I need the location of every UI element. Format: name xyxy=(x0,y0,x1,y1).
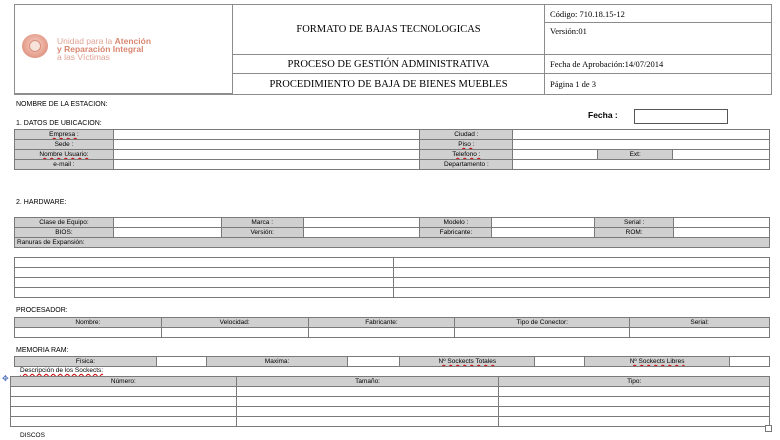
date-label: Fecha : xyxy=(588,110,618,120)
table-row xyxy=(11,397,770,407)
serial-field[interactable] xyxy=(674,218,770,228)
slot-field[interactable] xyxy=(15,268,394,278)
free-sockets-field[interactable] xyxy=(730,357,770,367)
slot-field[interactable] xyxy=(394,288,770,298)
table-row xyxy=(15,278,770,288)
location-table xyxy=(14,129,770,170)
phone-label: Telefono : xyxy=(420,150,513,160)
table-row xyxy=(15,258,770,268)
processor-manufacturer-field[interactable] xyxy=(308,328,455,338)
socket-cell[interactable] xyxy=(11,397,237,407)
free-sockets-label: Nº Sockects Libres xyxy=(585,357,730,367)
table-row xyxy=(15,268,770,278)
connector-type-header: Tipo de Conector: xyxy=(455,318,630,328)
table-row xyxy=(15,318,770,328)
brand-label: Marca : xyxy=(221,218,303,228)
processor-name-header: Nombre: xyxy=(15,318,162,328)
version-label: Versión: xyxy=(221,228,303,238)
form-title: FORMATO DE BAJAS TECNOLOGICAS xyxy=(233,5,545,55)
table-row xyxy=(15,357,770,367)
coat-of-arms-center xyxy=(29,40,41,52)
manufacturer-label: Fabricante: xyxy=(420,228,492,238)
model-field[interactable] xyxy=(492,218,595,228)
processor-name-field[interactable] xyxy=(15,328,162,338)
site-field[interactable] xyxy=(113,140,420,150)
total-sockets-label: Nº Sockects Totales xyxy=(400,357,535,367)
document-version: Versión:01 xyxy=(545,23,771,55)
table-row xyxy=(15,228,770,238)
approval-date: Fecha de Aprobación:14/07/2014 xyxy=(545,55,771,74)
rom-label: ROM: xyxy=(595,228,674,238)
document-code: Código: 710.18.15-12 xyxy=(545,5,771,23)
socket-cell[interactable] xyxy=(11,387,237,397)
date-field[interactable] xyxy=(634,109,728,124)
model-label: Modelo : xyxy=(420,218,492,228)
slot-field[interactable] xyxy=(15,288,394,298)
table-row xyxy=(15,288,770,298)
phone-field[interactable] xyxy=(513,150,598,160)
total-sockets-field[interactable] xyxy=(535,357,585,367)
hardware-section-heading: 2. HARDWARE: xyxy=(16,199,67,206)
socket-cell[interactable] xyxy=(11,417,237,427)
user-name-label: Nombre Usuario: xyxy=(15,150,114,160)
floor-label: Piso : xyxy=(420,140,513,150)
socket-cell[interactable] xyxy=(236,407,499,417)
hardware-table xyxy=(14,217,770,248)
socket-number-header: Número: xyxy=(11,377,237,387)
user-name-field[interactable] xyxy=(113,150,420,160)
city-label: Ciudad : xyxy=(420,130,513,140)
table-row xyxy=(11,387,770,397)
table-resize-handle[interactable] xyxy=(765,425,772,432)
extension-field[interactable] xyxy=(673,150,770,160)
serial-label: Serial : xyxy=(595,218,674,228)
equipment-class-label: Clase de Equipo: xyxy=(15,218,114,228)
company-field[interactable] xyxy=(113,130,420,140)
slot-field[interactable] xyxy=(394,258,770,268)
socket-size-header: Tamaño: xyxy=(236,377,499,387)
expansion-slots-label: Ranuras de Expansión: xyxy=(15,238,770,248)
version-field[interactable] xyxy=(303,228,420,238)
processor-serial-field[interactable] xyxy=(630,328,770,338)
equipment-class-field[interactable] xyxy=(113,218,221,228)
socket-cell[interactable] xyxy=(499,387,770,397)
connector-type-field[interactable] xyxy=(455,328,630,338)
expansion-slots-table xyxy=(14,257,770,298)
socket-cell[interactable] xyxy=(236,387,499,397)
table-row xyxy=(15,328,770,338)
table-row xyxy=(15,130,770,140)
processor-manufacturer-header: Fabricante: xyxy=(308,318,455,328)
socket-cell[interactable] xyxy=(499,397,770,407)
table-move-handle-icon[interactable]: ✥ xyxy=(2,374,9,383)
organization-logo-text: Unidad para la Atención y Reparación Integral a las Víctimas xyxy=(57,36,152,62)
max-memory-field[interactable] xyxy=(348,357,400,367)
socket-cell[interactable] xyxy=(11,407,237,417)
station-name-label: NOMBRE DE LA ESTACION: xyxy=(16,101,108,108)
table-row xyxy=(15,218,770,228)
processor-section-heading: PROCESADOR: xyxy=(16,307,68,314)
brand-field[interactable] xyxy=(303,218,420,228)
page-number: Página 1 de 3 xyxy=(550,79,597,89)
table-row xyxy=(15,140,770,150)
physical-memory-field[interactable] xyxy=(156,357,206,367)
socket-type-header: Tipo: xyxy=(499,377,770,387)
socket-cell[interactable] xyxy=(236,417,499,427)
manufacturer-field[interactable] xyxy=(492,228,595,238)
bios-field[interactable] xyxy=(113,228,221,238)
socket-description-label: Descripción de los Sockects: xyxy=(20,367,104,374)
email-field[interactable] xyxy=(113,160,420,170)
table-row xyxy=(15,150,770,160)
memory-section-heading: MEMORIA RAM: xyxy=(16,347,69,354)
socket-cell[interactable] xyxy=(499,417,770,427)
procedure-name: PROCEDIMIENTO DE BAJA DE BIENES MUEBLES xyxy=(233,74,545,94)
location-section-heading: 1. DATOS DE UBICACION: xyxy=(16,120,102,127)
processor-speed-header: Velocidad: xyxy=(161,318,308,328)
processor-serial-header: Serial: xyxy=(630,318,770,328)
slot-field[interactable] xyxy=(394,278,770,288)
table-row xyxy=(11,417,770,427)
bios-label: BIOS: xyxy=(15,228,114,238)
physical-memory-label: Física: xyxy=(15,357,157,367)
table-row xyxy=(11,377,770,387)
slot-field[interactable] xyxy=(15,278,394,288)
company-label: Empresa : xyxy=(15,130,114,140)
city-field[interactable] xyxy=(513,130,770,140)
slot-field[interactable] xyxy=(394,268,770,278)
slot-field[interactable] xyxy=(15,258,394,268)
department-field[interactable] xyxy=(513,160,770,170)
extension-label: Ext: xyxy=(598,150,673,160)
rom-field[interactable] xyxy=(674,228,770,238)
email-label: e-mail : xyxy=(15,160,114,170)
sockets-table xyxy=(10,376,770,427)
table-row xyxy=(15,160,770,170)
max-memory-label: Maxima: xyxy=(206,357,348,367)
table-row xyxy=(11,407,770,417)
site-label: Sede : xyxy=(15,140,114,150)
processor-table xyxy=(14,317,770,338)
floor-field[interactable] xyxy=(513,140,770,150)
department-label: Departamento : xyxy=(420,160,513,170)
processor-speed-field[interactable] xyxy=(161,328,308,338)
memory-table xyxy=(14,356,770,367)
process-name: PROCESO DE GESTIÓN ADMINISTRATIVA xyxy=(233,55,545,74)
table-row xyxy=(15,238,770,248)
disks-section-heading: DISCOS xyxy=(20,432,45,439)
socket-cell[interactable] xyxy=(236,397,499,407)
socket-cell[interactable] xyxy=(499,407,770,417)
